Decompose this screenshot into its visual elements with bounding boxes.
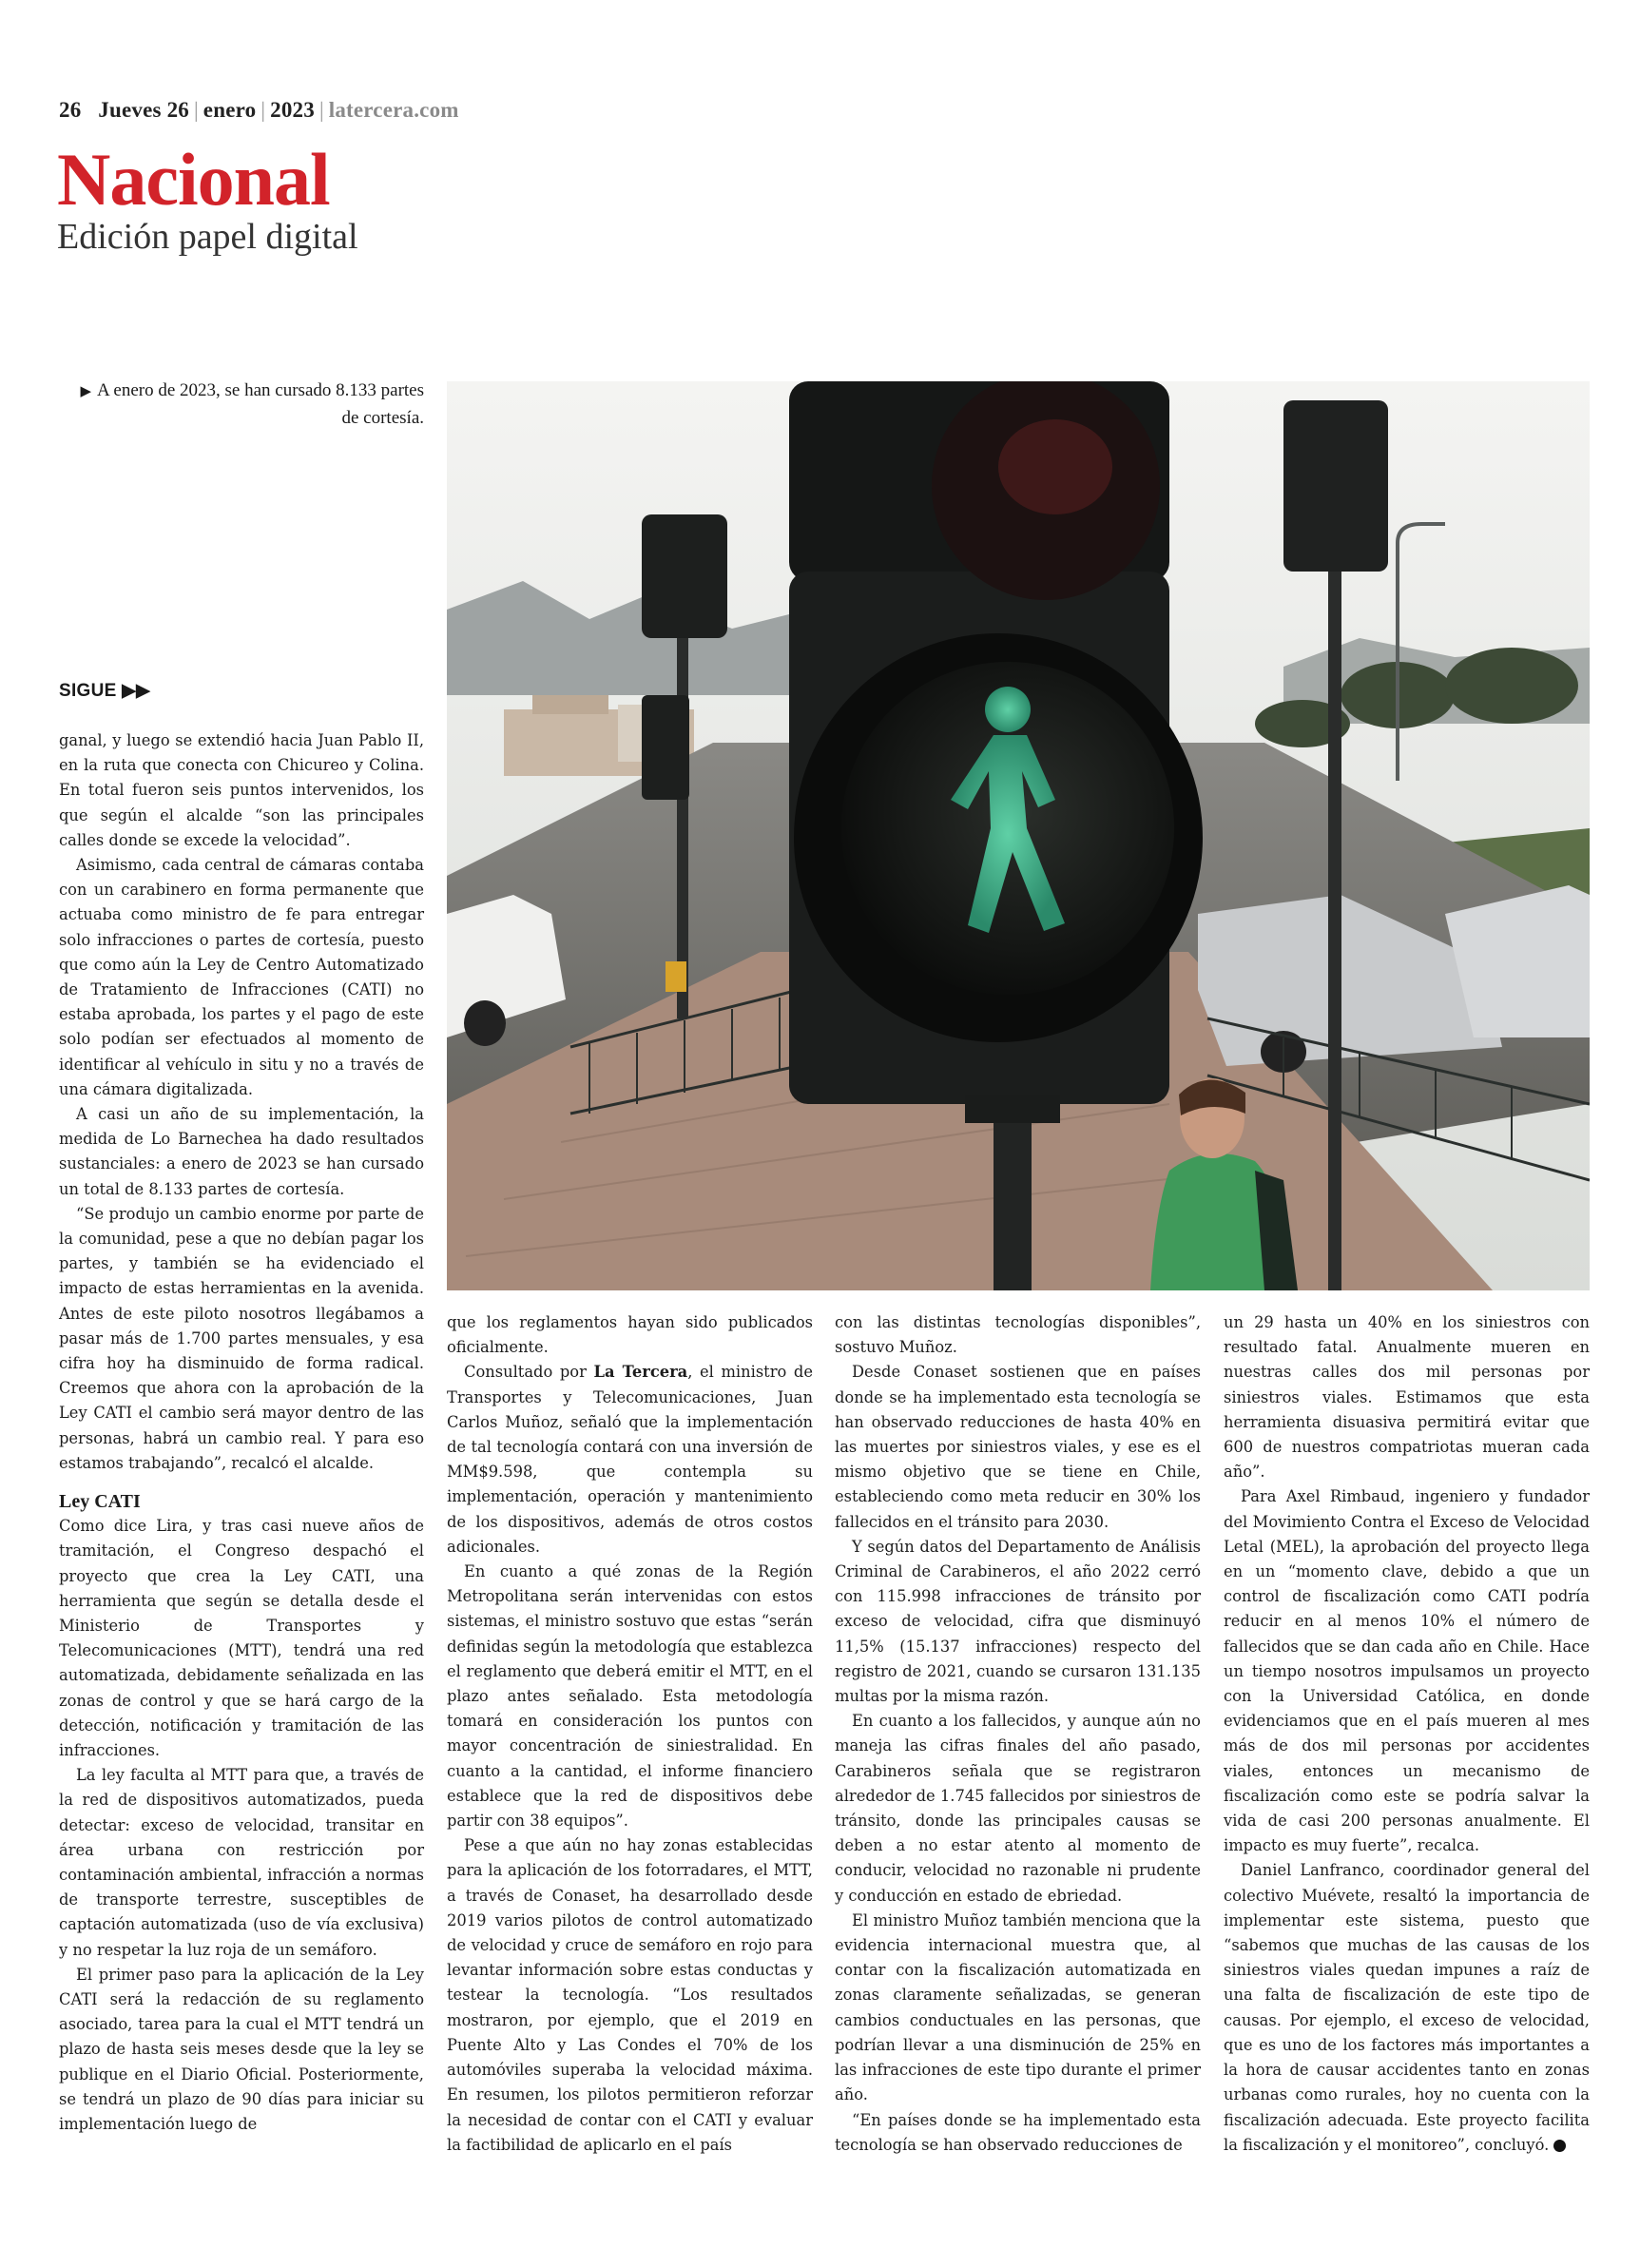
- paragraph: En cuanto a qué zonas de la Región Metropolitana serán intervenidas con estos sistemas, el ministro sostuvo que estas “serán definidas según la metodología que establezca el reglamento que deberá emitir el MTT, en el plazo antes señalado. Esta metodología tomará en consideración los puntos con mayor concentración de siniestralidad. En cuanto a la cantidad, el informe financiero establece que la red de dispositivos debe partir con 38 equipos”.: [447, 1562, 813, 1831]
- paragraph: Daniel Lanfranco, coordinador general del colectivo Muévete, resaltó la importancia de implementar este sistema, puesto que “sabemos que muchas de las causas de los siniestros viales quedan impunes a raíz de una falta de fiscalización de este tipo de causas. Por ejemplo, el exceso de velocidad, que es uno de los factores más importantes a la hora de causar accidentes tanto en zonas urbanas como rurales, hoy no cuenta con la fiscalización adecuada. Este proyecto facilita la fiscalización y el monitoreo”, concluyó.: [1224, 1861, 1590, 2154]
- push-button: [666, 961, 686, 992]
- subheading: Ley CATI: [59, 1491, 141, 1513]
- paragraph: Para Axel Rimbaud, ingeniero y fundador del Movimiento Contra el Exceso de Velocidad Letal (MEL), la aprobación del proyecto llega en un “momento clave, debido a que un control de fiscalización como CATI podría reducir en al menos 10% el número de fallecidos que se dan cada año en Chile. Hace un tiempo nosotros impulsamos un proyecto con la Universidad Católica, en donde evidenciamos que en el país mueren al mes más de dos mil personas por accidentes viales, entonces un mecanismo de fiscalización como este se podría salvar la vida de casi 200 personas anualmente. El impacto es muy fuerte”, recalca.: [1224, 1487, 1590, 1855]
- article-column-1: [59, 728, 424, 2137]
- continuation-marker: SIGUE ▶▶: [59, 681, 151, 701]
- site-link[interactable]: latercera.com: [328, 98, 459, 122]
- article-column-2: [447, 1310, 813, 2158]
- paragraph: un 29 hasta un 40% en los siniestros con resultado fatal. Anualmente mueren en nuestras calles dos mil personas por siniestros viales. Estimamos que esta herramienta disuasiva permitirá evitar que 600 de nuestros compatriotas mueran cada año”.: [1224, 1313, 1590, 1482]
- paragraph: Como dice Lira, y tras casi nueve años de tramitación, el Congreso despachó el proyecto que crea la Ley CATI, una herramienta que según se detalla desde el Ministerio de Transportes y Telecomunicaciones (MTT), tendrá una red automatizada, debidamente señalizada en las zonas de control y que se hará cargo de la detección, notificación y tramitación de las infracciones.: [59, 1517, 424, 1759]
- paragraph: “En países donde se ha implementado esta tecnología se han observado reducciones de: [835, 2110, 1201, 2154]
- paragraph: Y según datos del Departamento de Análisis Criminal de Carabineros, el año 2022 cerró con 115.998 infracciones de tránsito por exceso de velocidad, cifra que disminuyó 11,5% (15.137 infracciones) respecto del registro de 2021, cuando se cursaron 131.135 multas por la misma razón.: [835, 1537, 1201, 1706]
- paragraph: que los reglamentos hayan sido publicados oficialmente.: [447, 1313, 813, 1357]
- paragraph: Asimismo, cada central de cámaras contaba con un carabinero en forma permanente que actuaba como ministro de fe para entregar solo infracciones o partes de cortesía, puesto que como aún la Ley de Centro Automatizado de Tratamiento de Infracciones (CATI) no estaba aprobada, los partes y el pago de este solo podían ser efectuados al momento de identificar al vehículo in situ y no a través de una cámara digitalizada.: [59, 856, 424, 1098]
- paragraph: “Se produjo un cambio enorme por parte de la comunidad, pese a que no debían pagar los partes, y también se ha evidenciado el impacto de estas herramientas en la avenida. Antes de este piloto nosotros llegábamos a pasar más de 1.700 partes mensuales, y esa cifra hoy ha disminuido de forma radical. Creemos que ahora con la aprobación de la Ley CATI el cambio será mayor dentro de las personas, habrá un cambio real. Y para eso estamos trabajando”, recalcó el alcalde.: [59, 1204, 424, 1472]
- paragraph: Desde Conaset sostienen que en países donde se ha implementado esta tecnología se han observado reducciones de hasta 40% en las muertes por siniestros viales, y ese es el mismo objetivo que se tiene en Chile, estableciendo como meta reducir en 30% los fallecidos en el tránsito para 2030.: [835, 1363, 1201, 1531]
- article-column-3: [835, 1310, 1201, 2158]
- photo-caption: [59, 378, 424, 431]
- page-number: 26: [59, 98, 82, 122]
- paragraph: El ministro Muñoz también menciona que la evidencia internacional muestra que, al contar con la fiscalización automatizada en zonas claramente señalizadas, se generan cambios conductuales en las personas, que podrían llevar a una disminución de 25% en las infracciones de este tipo durante el primer año.: [835, 1910, 1201, 2104]
- paragraph: A casi un año de su implementación, la medida de Lo Barnechea ha dado resultados sustanciales: a enero de 2023 se han cursado un total de 8.133 partes de cortesía.: [59, 1105, 424, 1198]
- paragraph: Consultado por La Tercera, el ministro de Transportes y Telecomunicaciones, Juan Carlos Muñoz, señaló que la implementación de tal tecnología contará con una inversión de MM$9.598, que contempla su implementación, operación y mantenimiento de los dispositivos, además de otros costos adicionales.: [447, 1363, 813, 1556]
- edition-subtitle: Edición papel digital: [57, 217, 358, 257]
- article-column-4: [1224, 1310, 1590, 2158]
- caption-text: A enero de 2023, se han cursado 8.133 partes de cortesía.: [96, 380, 424, 428]
- traffic-light-photo: [447, 381, 1590, 1290]
- section-title: Nacional: [57, 138, 330, 221]
- caption-arrow-icon: ▶: [80, 384, 91, 399]
- end-of-article-icon: [1553, 2140, 1566, 2152]
- paragraph: con las distintas tecnologías disponibles”, sostuvo Muñoz.: [835, 1313, 1201, 1357]
- date-day: Jueves 26: [98, 98, 189, 122]
- date-month: enero: [203, 98, 257, 122]
- paragraph: ganal, y luego se extendió hacia Juan Pablo II, en la ruta que conecta con Chicureo y Colina. En total fueron seis puntos intervenidos, los que según el alcalde “son las principales calles donde se excede la velocidad”.: [59, 731, 424, 849]
- newspaper-name: La Tercera: [593, 1363, 688, 1382]
- paragraph: En cuanto a los fallecidos, y aunque aún no maneja las cifras finales del año pasado, Carabineros señala que se registraron alrededor de 1.745 fallecidos por siniestros de tránsito, donde las principales causas se deben a no estar atento al momento de conducir, velocidad no razonable ni prudente y conducción en estado de ebriedad.: [835, 1712, 1201, 1905]
- date-year: 2023: [270, 98, 315, 122]
- paragraph: Pese a que aún no hay zonas establecidas para la aplicación de los fotorradares, el MTT, a través de Conaset, ha desarrollado desde 2019 varios pilotos de control automatizado de velocidad y cruce de semáforo en rojo para levantar información sobre estas conductas y testear la tecnología. “Los resultados mostraron, por ejemplo, que el 2019 en Puente Alto y Las Condes el 70% de los automóviles superaba la velocidad máxima. En resumen, los pilotos permitieron reforzar la necesidad de contar con el CATI y evaluar la factibilidad de aplicarlo en el país: [447, 1836, 813, 2154]
- paragraph: La ley faculta al MTT para que, a través de la red de dispositivos automatizados, pueda detectar: exceso de velocidad, transitar en área urbana con restricción por contaminación ambiental, infracción a normas de transporte terrestre, susceptibles de captación automatizada (uso de vía exclusiva) y no respetar la luz roja de un semáforo.: [59, 1766, 424, 1959]
- paragraph: El primer paso para la aplicación de la Ley CATI será la redacción de su reglamento asociado, tarea para la cual el MTT tendrá un plazo de hasta seis meses desde que la ley se publique en el Diario Oficial. Posteriormente, se tendrá un plazo de 90 días para iniciar su implementación luego de: [59, 1965, 424, 2133]
- folio: 26 Jueves 26 | enero | 2023 | latercera.com: [59, 98, 459, 122]
